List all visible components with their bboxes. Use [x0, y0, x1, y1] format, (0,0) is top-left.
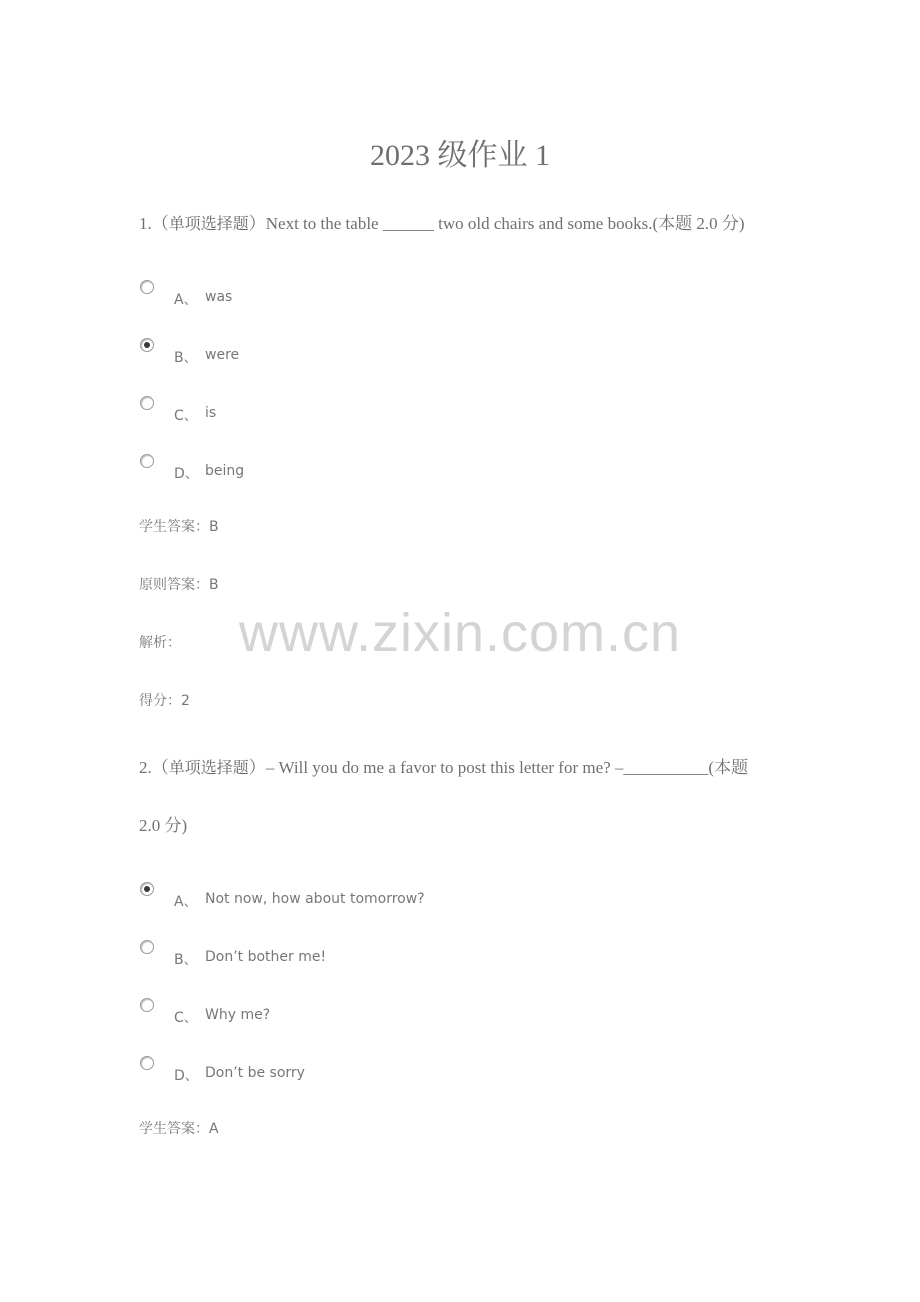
radio-icon[interactable]	[140, 1056, 154, 1070]
question-2-stem-continued: 2.0 分)	[139, 816, 188, 835]
standard-answer: 原则答案：B	[139, 577, 219, 593]
option-d[interactable]	[140, 1056, 540, 1086]
option-letter: A、	[174, 292, 198, 308]
option-text: Why me?	[205, 1007, 271, 1023]
radio-icon[interactable]	[140, 940, 154, 954]
option-a[interactable]	[140, 280, 540, 310]
option-c[interactable]	[140, 998, 540, 1028]
question-text: ）Next to the table ______ two old chairs and some books.(本题 2.0 分)	[248, 214, 745, 233]
question-2-stem	[139, 758, 748, 778]
radio-icon[interactable]	[140, 998, 154, 1012]
option-b[interactable]	[140, 940, 540, 970]
question-type: 单项选择题	[168, 214, 249, 233]
option-letter: C、	[174, 1010, 198, 1026]
option-letter: D、	[174, 1068, 199, 1084]
option-text: was	[205, 289, 233, 305]
radio-icon[interactable]	[140, 280, 154, 294]
option-text: were	[205, 347, 240, 363]
option-text: Don’t bother me!	[205, 949, 327, 965]
question-number: 2.（	[139, 758, 169, 777]
option-a[interactable]	[140, 882, 540, 912]
option-letter: D、	[174, 466, 199, 482]
option-letter: B、	[174, 952, 198, 968]
option-c[interactable]	[140, 396, 540, 426]
option-text: being	[205, 463, 245, 479]
analysis-label: 解析：	[139, 635, 181, 651]
question-1-stem	[139, 214, 745, 234]
option-text: Don’t be sorry	[205, 1065, 305, 1081]
question-type: 单项选择题	[168, 758, 249, 777]
question-text: ）– Will you do me a favor to post this letter for me? –__________(本题	[248, 758, 749, 777]
option-b[interactable]	[140, 338, 540, 368]
student-answer: 学生答案：B	[139, 519, 219, 535]
option-text: is	[205, 405, 217, 421]
radio-checked-icon[interactable]	[140, 338, 154, 352]
option-letter: C、	[174, 408, 198, 424]
radio-icon[interactable]	[140, 454, 154, 468]
score: 得分：2	[139, 693, 190, 709]
option-d[interactable]	[140, 454, 540, 484]
option-letter: A、	[174, 894, 198, 910]
radio-checked-icon[interactable]	[140, 882, 154, 896]
watermark: www.zixin.com.cn	[238, 603, 682, 663]
option-text: Not now, how about tomorrow?	[205, 891, 425, 907]
student-answer: 学生答案：A	[139, 1121, 219, 1137]
option-letter: B、	[174, 350, 198, 366]
radio-icon[interactable]	[140, 396, 154, 410]
page-title: 2023 级作业 1	[370, 139, 550, 172]
question-number: 1.（	[139, 214, 169, 233]
